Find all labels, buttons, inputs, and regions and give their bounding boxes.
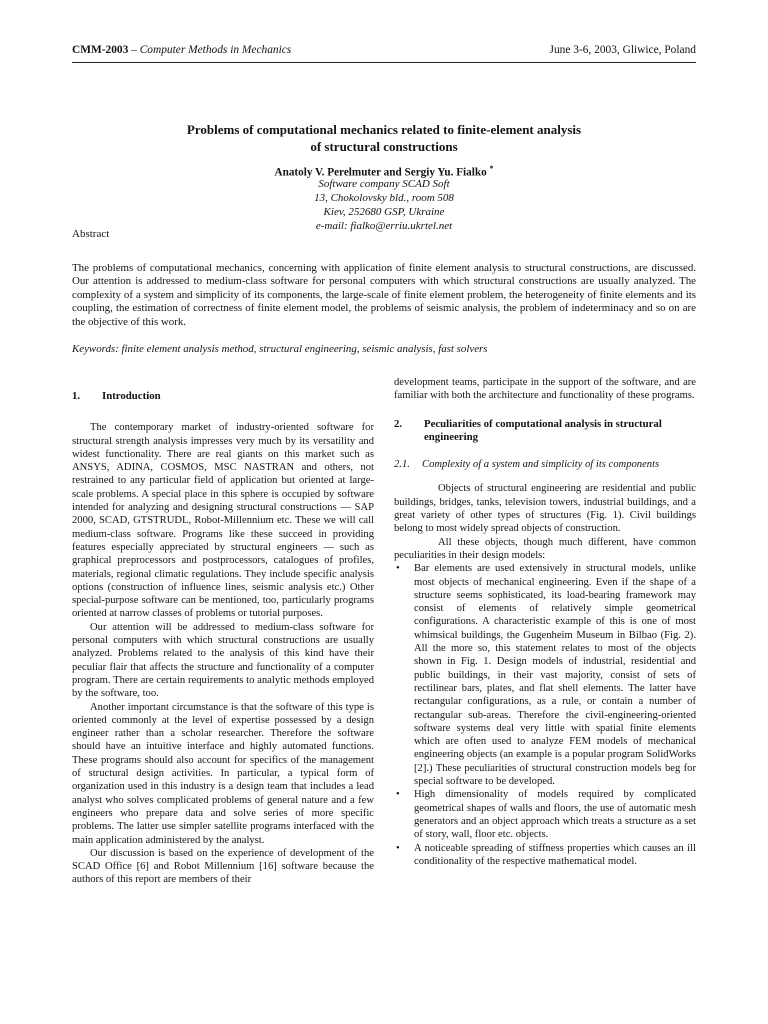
right-column [394,376,696,868]
left-column [72,390,374,887]
author-footnote-mark: * [489,164,494,173]
intro-paragraph-4-continuation: development teams, participate in the support of the software, and are familiar with both the architecture and functionality of these programs. [394,377,696,402]
author-names-text: Anatoly V. Perelmuter and Sergiy Yu. Fialko [274,166,487,179]
list-item-text: A noticeable spreading of stiffness properties which causes an ill conditionality of the respective mathematical model. [414,842,696,867]
list-item [394,562,696,788]
keywords-line: Keywords: finite element analysis method, structural engineering, seismic analysis, fast solvers [72,343,488,355]
conference-full-name: Computer Methods in Mechanics [139,44,292,56]
affiliation-street: 13, Chokolovsky bld., room 508 [314,192,454,204]
header-divider [72,62,696,63]
list-item [394,842,696,869]
title-line-1: Problems of computational mechanics related to finite-element analysis [186,122,582,137]
section-1-heading [72,390,374,403]
intro-paragraph-1: The contemporary market of industry-oriented software for structural strength analysis impresses very much by its versatility and widest functionality. There are real giants on this market such as ANSYS, ADINA, COSMOS, MSC NASTRAN and others, not restrained to any particular field of application but oriented at large-scale problems. A special place in this sphere is occupied by software intended for analyzing and designing structural constructions — SAP 2000, SCAD, GTSTRUDL, Robot-Millennium etc. These we will call medium-class software. Programs like these succeed in providing features especially appreciated by structural engineers — such as graphical preprocessors and postprocessors, catalogues of profiles, materials, regional climatic regulations. They include specific analysis options (construction of influence lines, seismic analysis etc.) Other special-purpose software can be mentioned, too, particularly programs oriented at narrow classes of problems or tutorial purposes. [72,422,374,620]
abstract-heading: Abstract [72,228,110,240]
intro-paragraph-2: Our attention will be addressed to medium-class software for personal computers with which structural constructions are usually analyzed. Problems related to the analysis of this kind have their peculiar flair that affects the structure and functionality of a computer program. There are certain requirements to analytic methods employed by the software, too. [72,621,374,700]
paper-title [72,121,696,155]
section-2-paragraph-2: All these objects, though much different, have common peculiarities in their design models: [394,536,696,561]
section-1-title: Introduction [102,390,161,402]
bullet-glyph: • [396,842,400,854]
section-2-number: 2. [394,417,403,430]
intro-paragraph-3: Another important circumstance is that the software of this type is oriented commonly at the level of expertise possessed by a design engineer rather than a scholar researcher. Therefore the software should have an intuitive interface and highly automated functions. These programs should also account for specifics of the management of structural design activities. In particular, a typical form of organization used in this industry is a design team that includes a lead analyst who solves complicated problems of general nature and a few engineers who prepare data and solve series of more specific problems. The latter use simpler satellite programs interfaced with the main application administered by the analyst. [72,701,374,846]
list-item-text: Bar elements are used extensively in structural models, unlike most objects of mechanical engineering. Even if the shape of a structure seems sophisticated, its load-bearing framework may consist of elements of relatively simple geometrical configurations. A characteristic example of this is one of most whimsical buildings, the Gugenheim Museum in Bilbao (Fig. 2). All the more so, this statement relates to most of the objects shown in Fig. 1. Design models of industrial, residential and public buildings, in their vast majority, consist of sets of rectilinear bars, plates, and flat shell elements. The latter have rectangular configurations, as a rule, or contain a number of rectangular sub-areas. Therefore the civil-engineering-oriented software systems deal very little with spatial finite elements which are often used to analyze FEM models of mechanical engineering objects (an example is a popular program SolidWorks [2].) These peculiarities of structural construction models beg for special software to be developed. [414,563,696,788]
conference-short-name: CMM-2003 [72,44,129,56]
bullet-glyph: • [396,563,400,575]
bullet-glyph: • [396,789,400,801]
list-item-text: High dimensionality of models required by complicated geometrical shapes of walls and floors, the use of automatic mesh generators and an object approach which treats a structure as a set of story, wall, floor etc. objects. [414,789,696,841]
section-1-number: 1. [72,390,81,402]
list-item [394,788,696,841]
abstract-text: The problems of computational mechanics, concerning with application of finite element analysis to structural constructions, are discussed. Our attention is addressed to medium-class software for personal computers with which structural constructions are usually analyzed. The complexity of a system and simplicity of its components, the large-scale of finite element problem, the heterogeneity of finite elements and its coupling, the estimation of correctness of finite element model, the problems of seismic analysis, the problem of indeterminacy and so on are the objective of this work. [72,262,696,328]
subsection-2-1-heading [394,458,696,471]
affiliation-city: Kiev, 252680 GSP, Ukraine [323,206,445,218]
intro-paragraph-4: Our discussion is based on the experience of development of the SCAD Office [6] and Robot Millennium [16] software because the authors of this report are members of their [72,847,374,886]
author-affiliation [72,177,696,233]
affiliation-company: Software company SCAD Soft [318,178,450,190]
peculiarities-list [394,562,696,868]
conference-name [72,44,291,56]
section-2-heading [394,418,696,445]
running-header [72,44,696,60]
section-2-title: Peculiarities of computational analysis in structural engineering [424,417,662,443]
section-2-paragraph-1: Objects of structural engineering are residential and public buildings, bridges, tanks, television towers, industrial buildings, and a great variety of other types of structures (Fig. 1). Civil buildings belong to most widely spread objects of construction. [394,483,696,535]
conference-separator: – [128,44,140,56]
affiliation-email: e-mail: fialko@erriu.ukrtel.net [315,220,453,232]
subsection-2-1-number: 2.1. [394,459,410,471]
title-line-2: of structural constructions [310,139,458,154]
subsection-2-1-title: Complexity of a system and simplicity of its components [422,459,660,471]
conference-date-place: June 3-6, 2003, Gliwice, Poland [549,44,696,56]
